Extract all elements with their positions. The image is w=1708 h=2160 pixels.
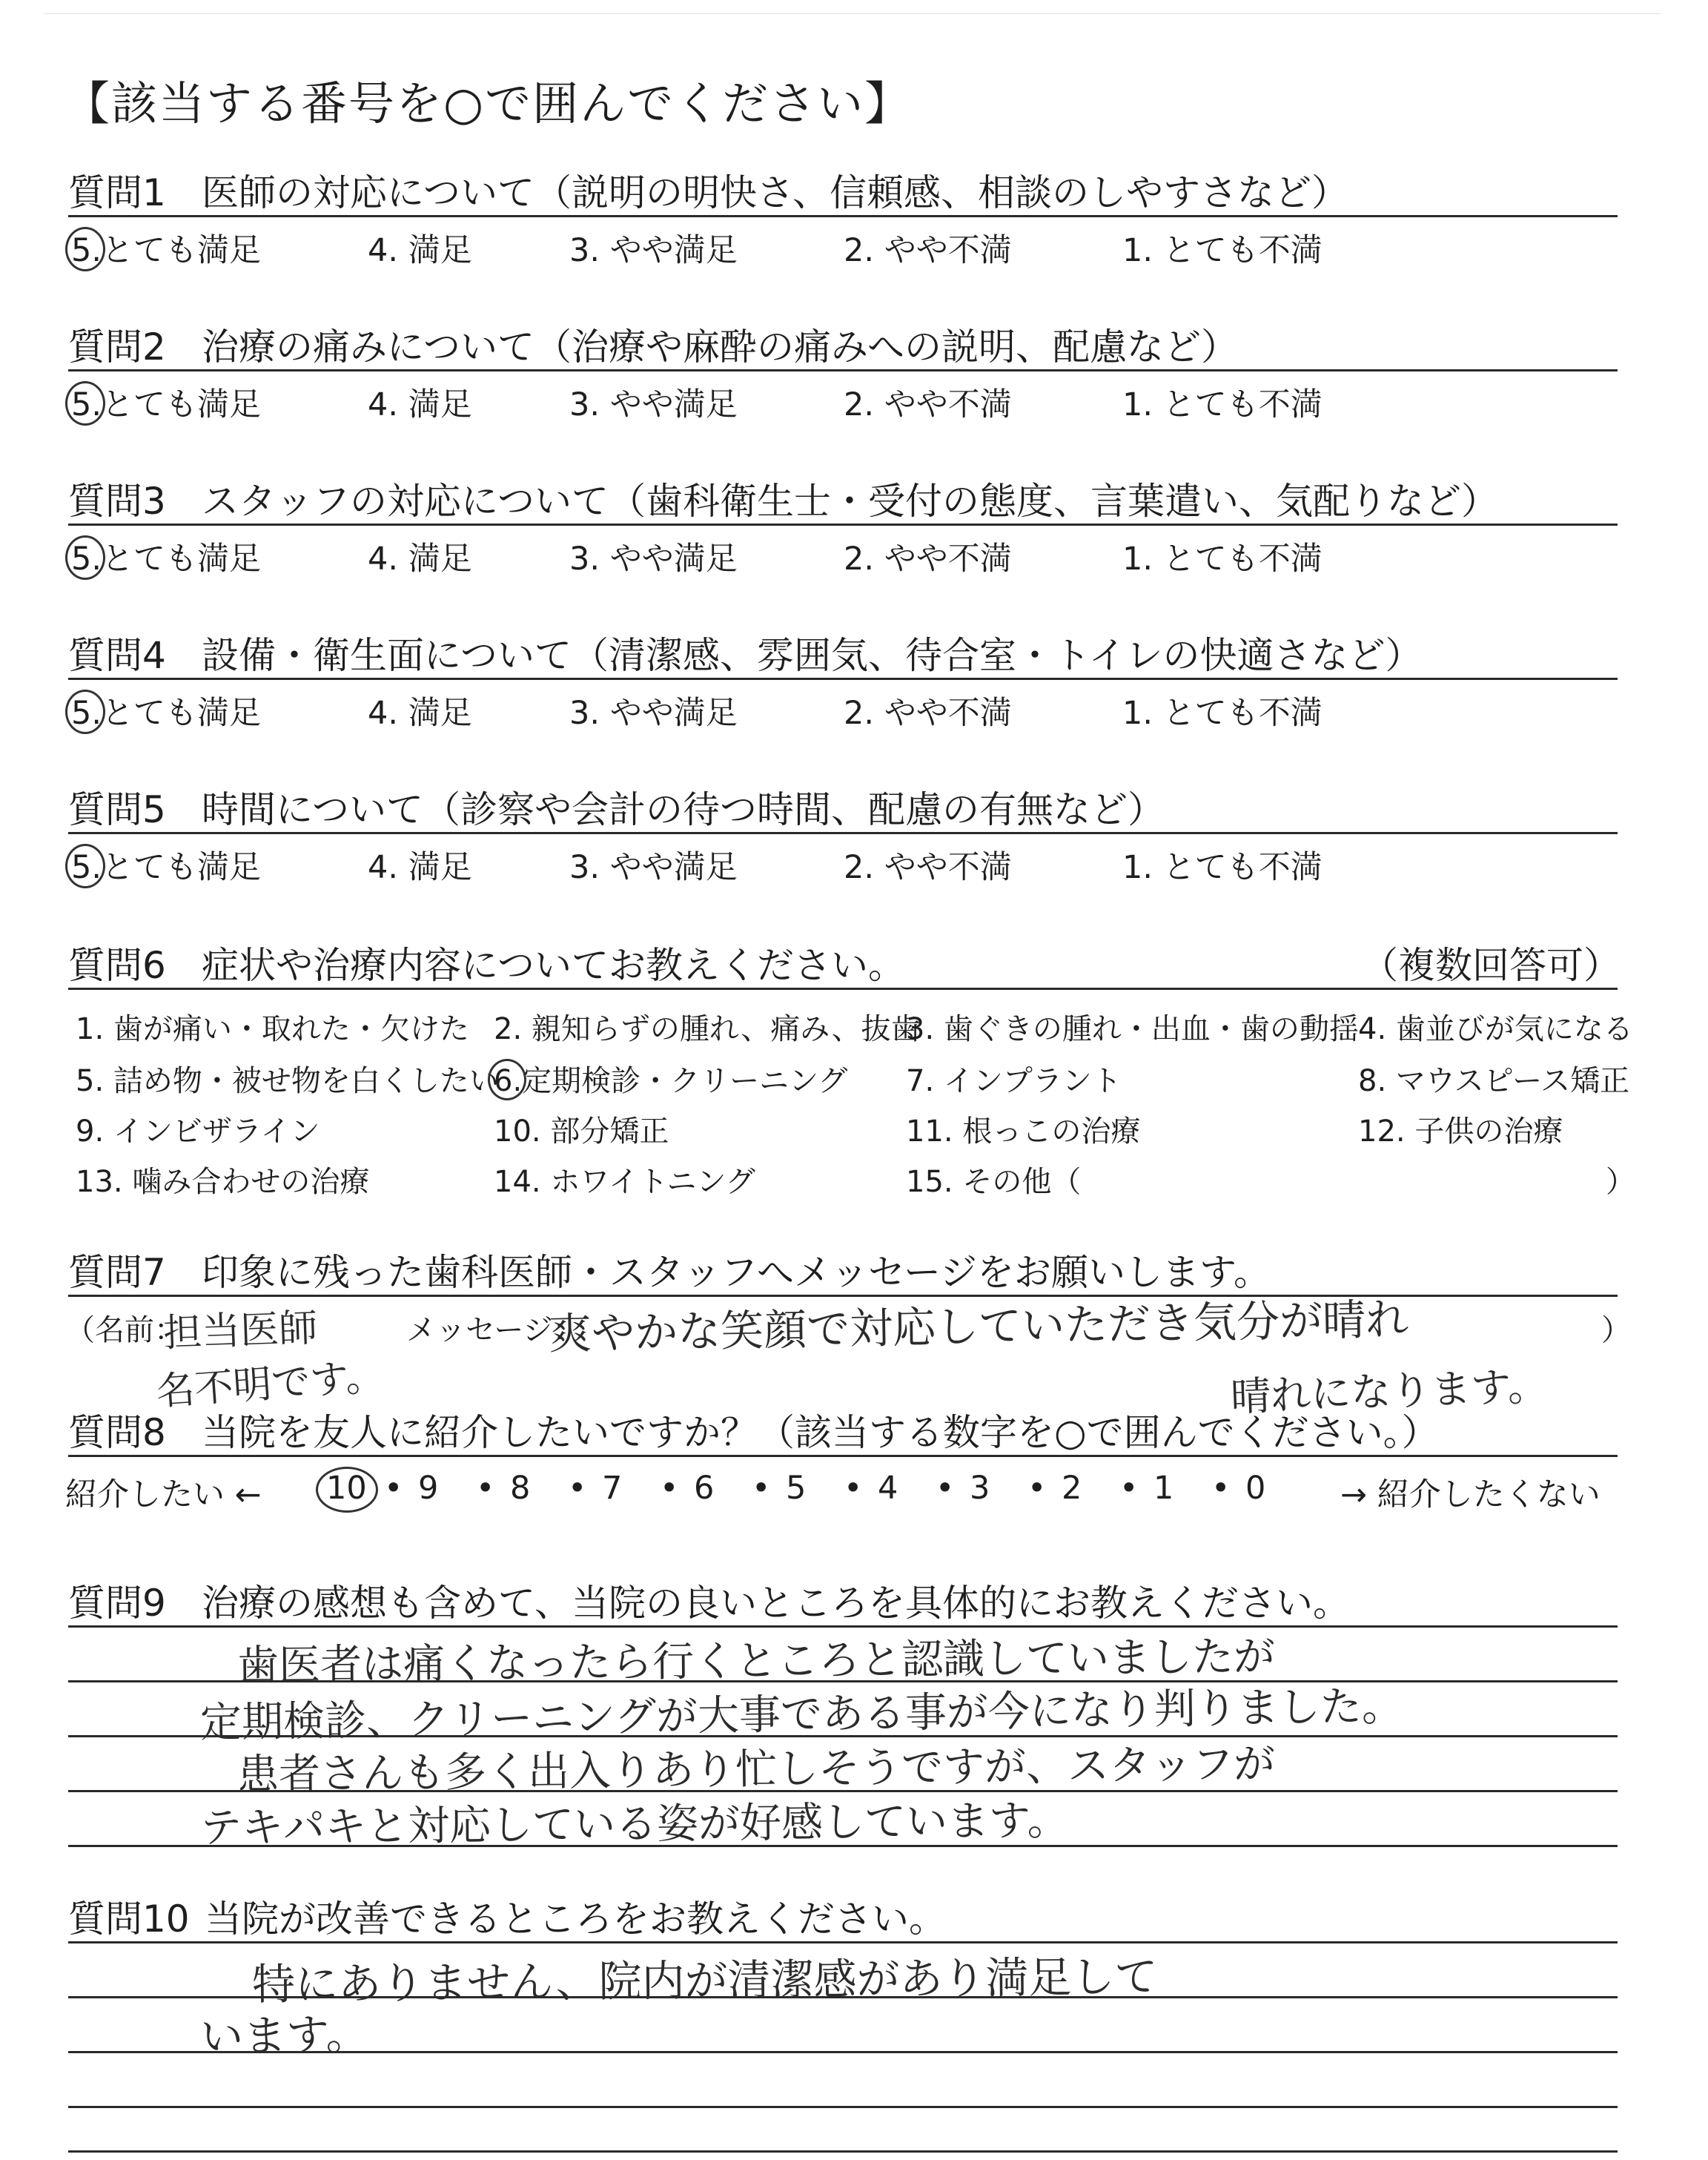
- question-label: 質問2: [68, 326, 166, 369]
- handwritten-answer-line-4: テキパキと対応している姿が好感しています。: [199, 1796, 1069, 1853]
- scale-value-6[interactable]: 6: [694, 1470, 715, 1507]
- scale-separator-dot: •: [752, 1470, 771, 1507]
- scale-value-7[interactable]: 7: [602, 1470, 623, 1507]
- rating-option[interactable]: 2. やや不満: [844, 849, 1012, 886]
- handwritten-message-line-1: 爽やかな笑顔で対応していただき気分が晴れ: [548, 1293, 1409, 1360]
- scale-left-label: 紹介したい ←: [65, 1476, 262, 1513]
- selection-circle: [316, 1467, 378, 1513]
- question-rule: [68, 832, 1618, 834]
- symptom-option[interactable]: 15. その他（: [906, 1165, 1082, 1199]
- rating-option[interactable]: 1. とても不満: [1122, 541, 1323, 578]
- scale-value-10[interactable]: 10: [326, 1470, 367, 1507]
- scan-edge-line: [44, 13, 1661, 14]
- rating-option[interactable]: 4. 満足: [368, 541, 472, 578]
- question-label: 質問6: [68, 944, 166, 987]
- rating-option[interactable]: 3. やや満足: [569, 695, 738, 732]
- question-text: 当院が改善できるところをお教えください。: [205, 1898, 946, 1941]
- symptom-option[interactable]: 5. 詰め物・被せ物を白くしたい: [76, 1064, 499, 1098]
- rating-option[interactable]: 4. 満足: [368, 232, 472, 269]
- question-text: 治療の感想も含めて、当院の良いところを具体的にお教えください。: [202, 1582, 1350, 1625]
- selection-circle: [65, 227, 105, 271]
- rating-option[interactable]: 5.とても満足: [71, 849, 262, 886]
- symptom-option[interactable]: 9. インビザライン: [76, 1114, 320, 1149]
- rating-option[interactable]: 2. やや不満: [844, 695, 1012, 732]
- handwritten-answer-line-3: 患者さんも多く出入りあり忙しそうですが、スタッフが: [236, 1740, 1276, 1800]
- question-rule: [68, 678, 1618, 680]
- selection-circle: [65, 844, 105, 888]
- question-label: 質問7: [68, 1251, 166, 1294]
- rating-option[interactable]: 3. やや満足: [569, 541, 738, 578]
- symptom-option[interactable]: 1. 歯が痛い・取れた・欠けた: [76, 1012, 469, 1046]
- handwritten-answer-line-2: います。: [199, 2009, 370, 2062]
- scale-value-2[interactable]: 2: [1062, 1470, 1082, 1507]
- scale-separator-dot: •: [1119, 1470, 1139, 1507]
- question-text: 設備・衛生面について（清潔感、雰囲気、待合室・トイレの快適さなど）: [202, 634, 1423, 677]
- rating-option[interactable]: 4. 満足: [368, 849, 472, 886]
- rating-option[interactable]: 5.とても満足: [71, 695, 262, 732]
- question-label: 質問10: [68, 1898, 190, 1941]
- selection-circle: [65, 381, 105, 426]
- scale-separator-dot: •: [1027, 1470, 1047, 1507]
- symptom-option[interactable]: 3. 歯ぐきの腫れ・出血・歯の動揺: [906, 1012, 1359, 1046]
- handwritten-answer-line-1: 歯医者は痛くなったら行くところと認識していましたが: [236, 1632, 1276, 1691]
- symptom-option: ）: [1606, 1165, 1635, 1199]
- rating-option[interactable]: 2. やや不満: [844, 232, 1012, 269]
- symptom-option[interactable]: 11. 根っこの治療: [906, 1114, 1141, 1149]
- rating-option[interactable]: 1. とても不満: [1122, 232, 1323, 269]
- scale-separator-dot: •: [568, 1470, 587, 1507]
- question-rule: [68, 215, 1618, 217]
- answer-line: [68, 2106, 1618, 2108]
- symptom-option[interactable]: 2. 親知らずの腫れ、痛み、抜歯: [494, 1012, 921, 1046]
- multiple-answer-note: （複数回答可）: [1361, 944, 1621, 987]
- answer-line: [68, 2150, 1618, 2153]
- question-label: 質問4: [68, 634, 166, 677]
- form-title: 【該当する番号を○で囲んでください】: [64, 76, 913, 131]
- symptom-option[interactable]: 8. マウスピース矯正: [1358, 1064, 1630, 1098]
- symptom-option[interactable]: 14. ホワイトニング: [494, 1165, 755, 1199]
- question-text: 症状や治療内容についてお教えください。: [202, 944, 905, 987]
- selection-circle: [65, 690, 105, 734]
- selection-circle: [488, 1059, 526, 1100]
- question-label: 質問1: [68, 171, 166, 214]
- rating-option[interactable]: 3. やや満足: [569, 386, 738, 423]
- handwritten-name-line-1: 担当医師: [162, 1306, 319, 1356]
- question-rule: [68, 524, 1618, 526]
- message-label: メッセージ：: [406, 1313, 583, 1347]
- scale-separator-dot: •: [384, 1470, 403, 1507]
- scale-separator-dot: •: [844, 1470, 863, 1507]
- scale-value-5[interactable]: 5: [786, 1470, 807, 1507]
- question-text: 当院を友人に紹介したいですか？（該当する数字を○で囲んでください。）: [202, 1411, 1439, 1454]
- rating-option[interactable]: 4. 満足: [368, 386, 472, 423]
- rating-option[interactable]: 5.とても満足: [71, 232, 262, 269]
- rating-option[interactable]: 3. やや満足: [569, 232, 738, 269]
- question-label: 質問8: [68, 1411, 166, 1454]
- question-text: 治療の痛みについて（治療や麻酔の痛みへの説明、配慮など）: [202, 326, 1238, 369]
- rating-option[interactable]: 4. 満足: [368, 695, 472, 732]
- question-text: 印象に残った歯科医師・スタッフへメッセージをお願いします。: [202, 1251, 1271, 1294]
- selection-circle: [65, 535, 105, 580]
- rating-option[interactable]: 5.とても満足: [71, 541, 262, 578]
- symptom-option[interactable]: 7. インプラント: [906, 1064, 1122, 1098]
- rating-option[interactable]: 5.とても満足: [71, 386, 262, 423]
- scale-value-9[interactable]: 9: [418, 1470, 439, 1507]
- question-text: スタッフの対応について（歯科衛生士・受付の態度、言葉遣い、気配りなど）: [202, 480, 1498, 523]
- scale-value-0[interactable]: 0: [1245, 1470, 1266, 1507]
- scale-value-8[interactable]: 8: [510, 1470, 531, 1507]
- question-text: 医師の対応について（説明の明快さ、信頼感、相談のしやすさなど）: [202, 171, 1348, 214]
- question-rule: [68, 988, 1618, 990]
- answer-line: [68, 1941, 1618, 1943]
- rating-option[interactable]: 1. とても不満: [1122, 695, 1323, 732]
- handwritten-name-line-2: 名不明です。: [154, 1354, 385, 1415]
- question-rule: [68, 1455, 1618, 1457]
- scale-separator-dot: •: [1211, 1470, 1231, 1507]
- question-label: 質問3: [68, 480, 166, 523]
- handwritten-answer-line-1: 特にありません、院内が清潔感があり満足して: [251, 1951, 1158, 2010]
- symptom-option[interactable]: 13. 噛み合わせの治療: [76, 1165, 370, 1199]
- symptom-option[interactable]: 12. 子供の治療: [1358, 1114, 1563, 1149]
- symptom-option[interactable]: 6.定期検診・クリーニング: [494, 1064, 848, 1098]
- scale-value-1[interactable]: 1: [1153, 1470, 1174, 1507]
- scale-right-label: → 紹介したくない: [1340, 1476, 1601, 1513]
- scale-separator-dot: •: [476, 1470, 495, 1507]
- question-rule: [68, 369, 1618, 371]
- scale-value-4[interactable]: 4: [878, 1470, 898, 1507]
- symptom-option[interactable]: 4. 歯並びが気になる: [1358, 1012, 1633, 1046]
- scale-separator-dot: •: [936, 1470, 955, 1507]
- question-label: 質問5: [68, 788, 166, 831]
- name-label: （名前：: [65, 1313, 184, 1347]
- symptom-option[interactable]: 10. 部分矯正: [494, 1114, 669, 1149]
- rating-option[interactable]: 1. とても不満: [1122, 386, 1323, 423]
- rating-option[interactable]: 3. やや満足: [569, 849, 738, 886]
- handwritten-message-line-2: 晴れになります。: [1230, 1362, 1549, 1421]
- scale-separator-dot: •: [660, 1470, 679, 1507]
- rating-option[interactable]: 1. とても不満: [1122, 849, 1323, 886]
- rating-option[interactable]: 2. やや不満: [844, 541, 1012, 578]
- scale-value-3[interactable]: 3: [970, 1470, 990, 1507]
- question-label: 質問9: [68, 1582, 166, 1625]
- handwritten-answer-line-2: 定期検診、クリーニングが大事である事が今になり判りました。: [199, 1682, 1404, 1748]
- question-text: 時間について（診察や会計の待つ時間、配慮の有無など）: [202, 788, 1165, 831]
- close-paren: ）: [1601, 1313, 1631, 1347]
- rating-option[interactable]: 2. やや不満: [844, 386, 1012, 423]
